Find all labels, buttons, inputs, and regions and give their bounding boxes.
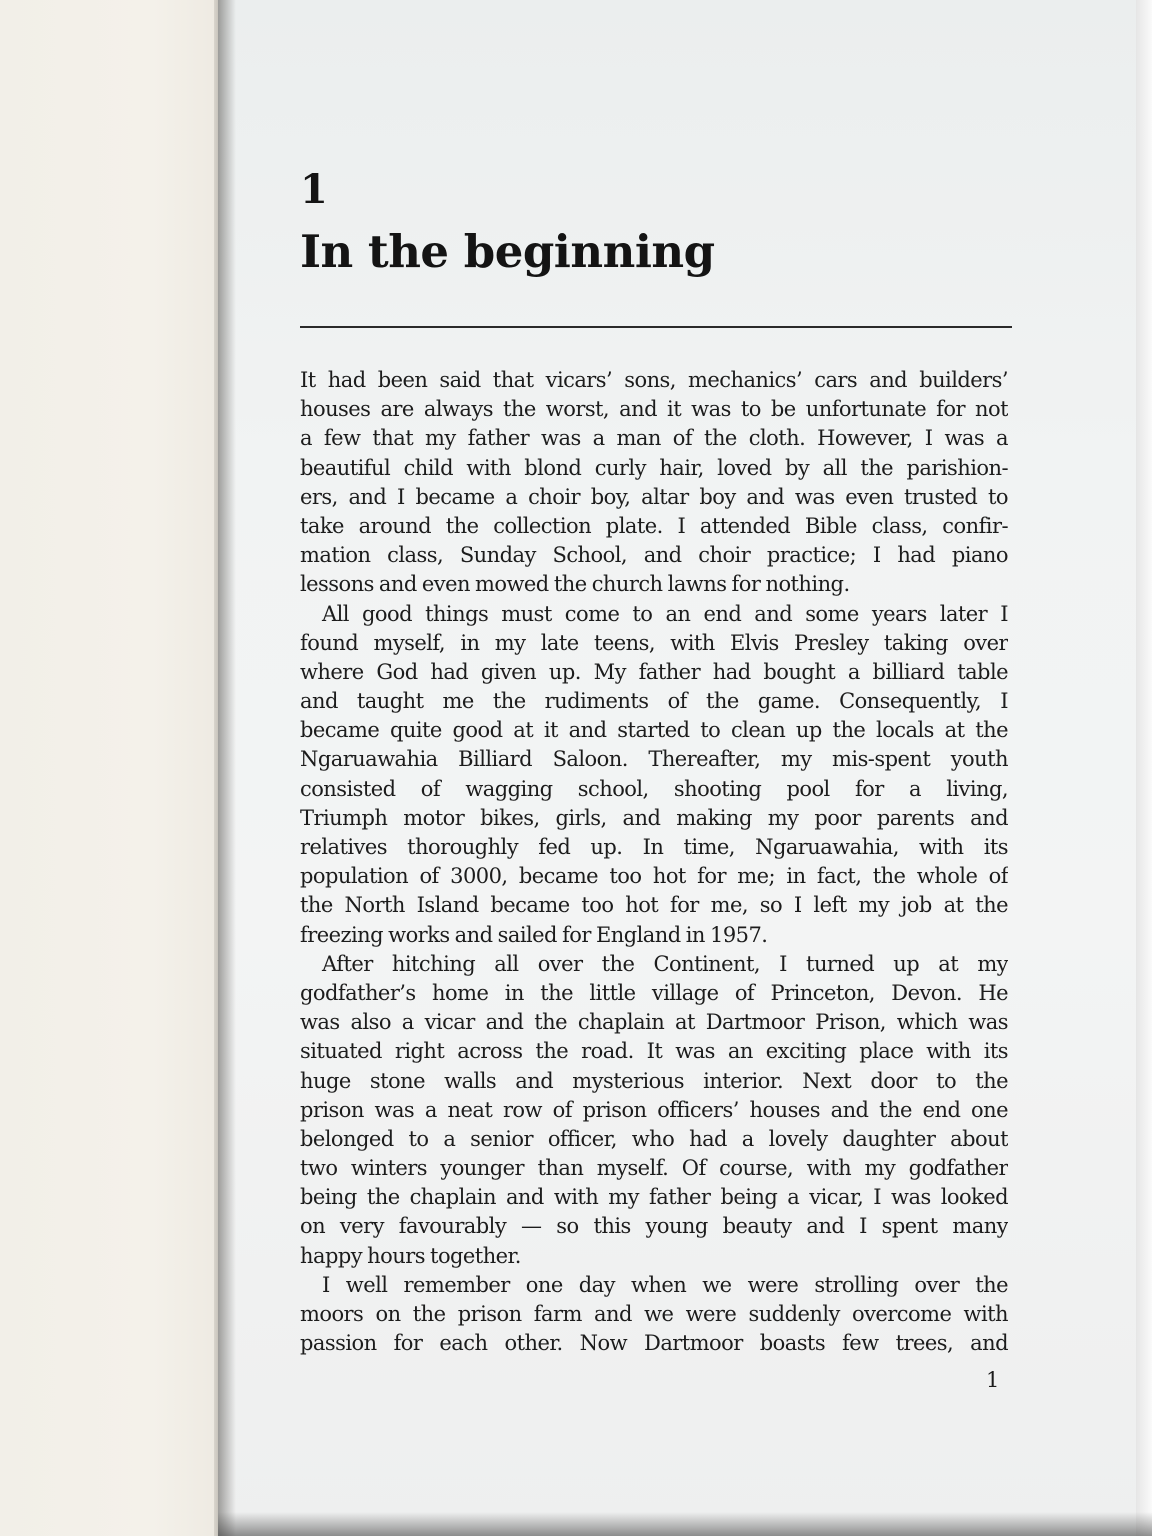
text-line: godfather’s home in the little village of Princeton, Devon. He [300,980,1008,1005]
text-line: I well remember one day when we were strolling over the [322,1272,1008,1297]
text-line: passion for each other. Now Dartmoor boasts few trees, and [300,1331,1008,1356]
text-line: being the chaplain and with my father being a vicar, I was looked [300,1185,1008,1210]
page-right-edge [1136,0,1152,1536]
text-line: moors on the prison farm and we were suddenly overcome with [300,1302,1008,1326]
text-line: mation class, Sunday School, and choir practice; I had piano [300,543,1008,568]
text-line: situated right across the road. It was an exciting place with its [300,1039,1008,1064]
text-line: where God had given up. My father had bought a billiard table [300,659,1008,684]
paragraph [300,950,1008,1271]
text-line: found myself, in my late teens, with Elvis Presley taking over [300,630,1008,655]
text-line: freezing works and sailed for England in 1957. [300,922,768,947]
text-line: huge stone walls and mysterious interior. Next door to the [300,1068,1008,1093]
text-line: beautiful child with blond curly hair, loved by all the parishion- [300,455,1008,480]
facing-page-strip [0,0,218,1536]
paragraph [300,366,1008,600]
text-line: happy hours together. [300,1243,521,1268]
text-line: It had been said that vicars’ sons, mechanics’ cars and builders’ [300,368,1008,392]
chapter-number: 1 [300,166,328,213]
text-line: population of 3000, became too hot for me; in fact, the whole of [300,864,1008,889]
text-line: take around the collection plate. I attended Bible class, confir- [300,513,1008,538]
text-line: prison was a neat row of prison officers’ houses and the end one [300,1097,1008,1122]
text-line: After hitching all over the Continent, I turned up at my [322,951,1008,976]
text-line: became quite good at it and started to clean up the locals at the [300,718,1008,743]
text-line: All good things must come to an end and some years later I [322,601,1008,626]
text-line: belonged to a senior officer, who had a lovely daughter about [300,1126,1008,1151]
text-line: houses are always the worst, and it was to be unfortunate for not [300,397,1008,422]
text-line: relatives thoroughly fed up. In time, Ngaruawahia, with its [300,835,1008,859]
text-line: Triumph motor bikes, girls, and making my poor parents and [300,805,1008,830]
text-line: and taught me the rudiments of the game. Consequently, I [300,689,1008,714]
text-line: was also a vicar and the chaplain at Dartmoor Prison, which was [300,1010,1008,1035]
gutter-shadow [218,0,236,1536]
text-line: lessons and even mowed the church lawns for nothing. [300,572,850,597]
text-line: on very favourably — so this young beauty and I spent many [300,1214,1008,1239]
paragraph [300,600,1008,950]
bottom-shadow [218,1512,1152,1536]
title-rule [300,326,1012,328]
text-line: Ngaruawahia Billiard Saloon. Thereafter, my mis-spent youth [300,747,1008,772]
paragraph [300,1271,1008,1359]
text-line: the North Island became too hot for me, so I left my job at the [300,893,1008,918]
text-line: ers, and I became a choir boy, altar boy and was even trusted to [300,484,1008,509]
chapter-title: In the beginning [300,225,715,278]
text-line: a few that my father was a man of the cloth. However, I was a [300,426,1008,451]
text-line: consisted of wagging school, shooting pool for a living, [300,776,1008,801]
chapter-body [300,366,1008,1358]
text-line: two winters younger than myself. Of course, with my godfather [300,1156,1008,1181]
page-number: 1 [986,1368,1000,1392]
